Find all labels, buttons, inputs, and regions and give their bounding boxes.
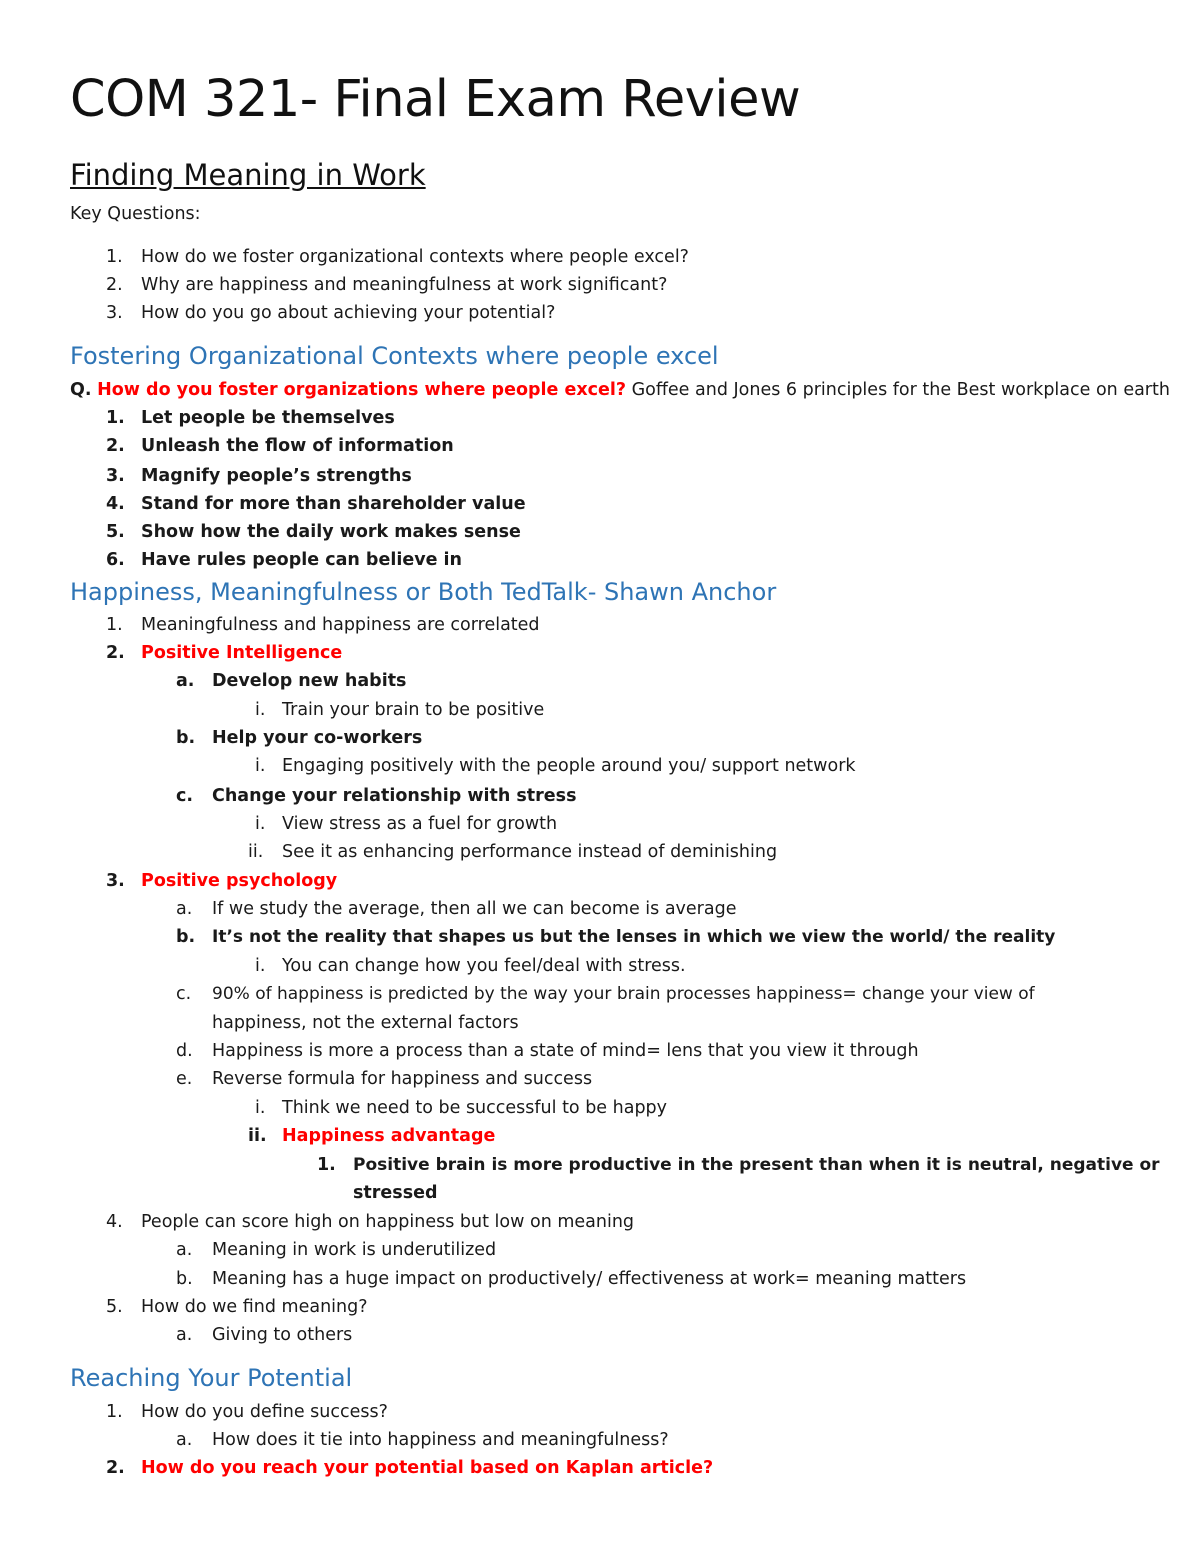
list-number: 4.: [106, 494, 125, 514]
list-item: Think we need to be successful to be happy: [282, 1098, 668, 1118]
list-number: 2.: [106, 275, 123, 295]
list-number: 3.: [106, 303, 123, 323]
list-roman: i.: [255, 1098, 266, 1118]
list-number: 3.: [106, 466, 125, 486]
list-roman: ii.: [248, 1126, 267, 1146]
list-letter: b.: [176, 927, 196, 947]
list-number: 1.: [106, 1402, 123, 1422]
section-heading-happiness: Happiness, Meaningfulness or Both TedTalk- Shawn Anchor: [70, 578, 777, 606]
list-item: Show how the daily work makes sense: [141, 522, 521, 542]
list-item: Meaningfulness and happiness are correlated: [141, 615, 540, 635]
list-letter: a.: [176, 899, 193, 919]
list-item: How do you reach your potential based on Kaplan article?: [141, 1458, 714, 1478]
list-number: 1.: [106, 615, 123, 635]
list-item: How does it tie into happiness and meaningfulness?: [212, 1430, 669, 1450]
section-heading-finding-meaning: Finding Meaning in Work: [70, 158, 426, 192]
list-item: It’s not the reality that shapes us but the lenses in which we view the world/ the reality: [212, 927, 1056, 947]
list-item: How do you define success?: [141, 1402, 388, 1422]
list-number: 5.: [106, 1297, 123, 1317]
key-questions-label: Key Questions:: [70, 204, 201, 224]
list-item: Help your co-workers: [212, 728, 423, 748]
list-item: Happiness is more a process than a state of mind= lens that you view it through: [212, 1041, 919, 1061]
list-number: 2.: [106, 1458, 125, 1478]
question-rest: Goffee and Jones 6 principles for the Best workplace on earth: [626, 380, 1170, 400]
list-item: Reverse formula for happiness and success: [212, 1069, 593, 1089]
list-item: If we study the average, then all we can become is average: [212, 899, 737, 919]
list-item: How do you go about achieving your potential?: [141, 303, 556, 323]
list-number: 1.: [317, 1155, 336, 1175]
question-text: How do you foster organizations where people excel?: [97, 380, 627, 400]
list-letter: a.: [176, 1430, 193, 1450]
list-item: Change your relationship with stress: [212, 786, 577, 806]
list-number: 2.: [106, 643, 125, 663]
list-number: 4.: [106, 1212, 123, 1232]
list-item: Magnify people’s strengths: [141, 466, 412, 486]
list-item: Positive psychology: [141, 871, 338, 891]
list-item: See it as enhancing performance instead of deminishing: [282, 842, 778, 862]
list-number: 6.: [106, 550, 125, 570]
list-roman: i.: [255, 814, 266, 834]
list-number: 2.: [106, 436, 125, 456]
list-number: 1.: [106, 247, 123, 267]
list-number: 5.: [106, 522, 125, 542]
list-item: Have rules people can believe in: [141, 550, 463, 570]
list-item: How do we foster organizational contexts where people excel?: [141, 247, 689, 267]
list-item-continuation: happiness, not the external factors: [212, 1013, 519, 1033]
document-title: COM 321- Final Exam Review: [70, 70, 801, 129]
question-prefix: Q.: [70, 380, 92, 400]
list-item: Meaning has a huge impact on productively/ effectiveness at work= meaning matters: [212, 1269, 967, 1289]
list-letter: e.: [176, 1069, 193, 1089]
list-item: Meaning in work is underutilized: [212, 1240, 497, 1260]
list-item: Positive Intelligence: [141, 643, 343, 663]
list-item: People can score high on happiness but low on meaning: [141, 1212, 635, 1232]
list-letter: a.: [176, 671, 195, 691]
list-item: View stress as a fuel for growth: [282, 814, 558, 834]
list-item: Stand for more than shareholder value: [141, 494, 526, 514]
list-number: 3.: [106, 871, 125, 891]
list-item: Happiness advantage: [282, 1126, 496, 1146]
list-letter: d.: [176, 1041, 193, 1061]
list-roman: i.: [255, 756, 266, 776]
list-letter: a.: [176, 1240, 193, 1260]
list-number: 1.: [106, 408, 125, 428]
list-roman: i.: [255, 700, 266, 720]
list-item: Giving to others: [212, 1325, 353, 1345]
list-item: Why are happiness and meaningfulness at work significant?: [141, 275, 668, 295]
list-roman: ii.: [248, 842, 264, 862]
list-item: Unleash the flow of information: [141, 436, 454, 456]
list-roman: i.: [255, 956, 266, 976]
list-letter: b.: [176, 1269, 193, 1289]
question-line: [70, 379, 1170, 401]
list-item: Develop new habits: [212, 671, 407, 691]
list-item: You can change how you feel/deal with stress.: [282, 956, 686, 976]
list-letter: c.: [176, 984, 192, 1004]
section-heading-fostering: Fostering Organizational Contexts where people excel: [70, 342, 719, 370]
list-item-continuation: stressed: [353, 1183, 438, 1203]
list-item: How do we find meaning?: [141, 1297, 368, 1317]
section-heading-potential: Reaching Your Potential: [70, 1364, 353, 1392]
list-item: Positive brain is more productive in the present than when it is neutral, negative or: [353, 1155, 1160, 1175]
list-item: Train your brain to be positive: [282, 700, 545, 720]
list-letter: a.: [176, 1325, 193, 1345]
list-item: Engaging positively with the people around you/ support network: [282, 756, 856, 776]
list-item: 90% of happiness is predicted by the way your brain processes happiness= change your view of: [212, 984, 1035, 1004]
list-item: Let people be themselves: [141, 408, 395, 428]
list-letter: b.: [176, 728, 196, 748]
list-letter: c.: [176, 786, 194, 806]
